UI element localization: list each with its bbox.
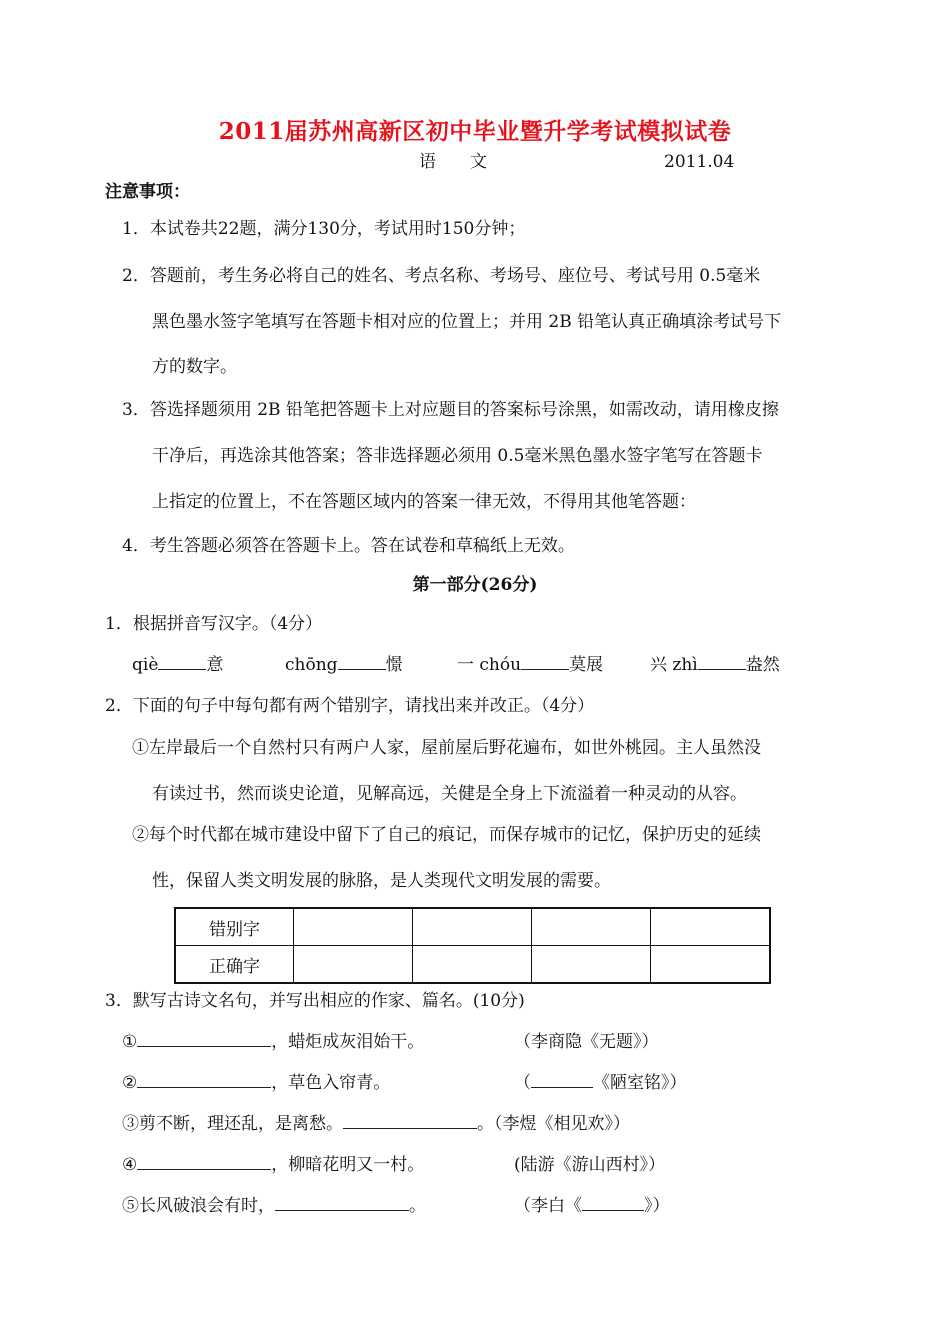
answer-blank[interactable] — [338, 653, 386, 670]
sentence-1-cont: 有读过书，然而谈史论道，见解高远，关健是全身上下流溢着一种灵动的从容。 — [152, 784, 747, 804]
answer-blank[interactable] — [531, 1071, 593, 1088]
answer-blank[interactable] — [137, 1071, 271, 1088]
exam-date: 2011.04 — [664, 152, 735, 172]
correct-char-label: 正确字 — [175, 946, 294, 984]
question-3-stem: 3．默写古诗文名句，并写出相应的作家、篇名。(10分) — [105, 991, 525, 1011]
pinyin-item: 一 chóu 莫展 — [457, 655, 604, 675]
answer-cell[interactable] — [651, 908, 771, 946]
answer-blank[interactable] — [158, 653, 206, 670]
pinyin-item: qiè 意 — [132, 655, 224, 675]
question-2-stem: 2．下面的句子中每句都有两个错别字，请找出来并改正。（4分） — [105, 696, 595, 716]
table-row — [175, 908, 770, 946]
poem-source: （ 《陋室铭》） — [514, 1073, 687, 1093]
subject-label: 语 文 — [419, 152, 487, 172]
sentence-2: ②每个时代都在城市建设中留下了自己的痕记，而保存城市的记忆，保护历史的延续 — [132, 825, 761, 845]
notice-line: 4．考生答题必须答在答题卡上。答在试卷和草稿纸上无效。 — [122, 536, 575, 556]
notice-line: 方的数字。 — [152, 357, 237, 377]
answer-blank[interactable] — [137, 1030, 271, 1047]
answer-blank[interactable] — [275, 1194, 409, 1211]
answer-cell[interactable] — [413, 908, 532, 946]
exam-title: 2011届苏州高新区初中毕业暨升学考试模拟试卷 — [218, 118, 732, 145]
poem-line-1: ① ，蜡炬成灰泪始干。 — [122, 1032, 425, 1052]
notice-line: 干净后，再选涂其他答案；答非选择题必须用 0.5毫米黑色墨水签字笔写在答题卡 — [152, 446, 763, 466]
notice-line: 3．答选择题须用 2B 铅笔把答题卡上对应题目的答案标号涂黑，如需改动，请用橡皮擦 — [122, 400, 779, 420]
notice-line: 1．本试卷共22题，满分130分，考试用时150分钟； — [122, 219, 526, 239]
poem-source: (陆游《游山西村》） — [514, 1155, 666, 1175]
answer-cell[interactable] — [294, 946, 413, 984]
answer-blank[interactable] — [137, 1153, 271, 1170]
answer-blank[interactable] — [698, 653, 746, 670]
wrong-char-label: 错别字 — [175, 908, 294, 946]
answer-blank[interactable] — [521, 653, 569, 670]
notice-line: 上指定的位置上，不在答题区域内的答案一律无效，不得用其他笔答题： — [152, 492, 696, 512]
poem-line-5: ⑤长风破浪会有时， 。 — [122, 1196, 426, 1216]
poem-line-2: ② ，草色入帘青。 — [122, 1073, 391, 1093]
sentence-2-cont: 性，保留人类文明发展的脉胳，是人类现代文明发展的需要。 — [152, 871, 611, 891]
pinyin-item: chōng 憬 — [285, 655, 403, 675]
correction-table — [174, 907, 771, 984]
poem-line-4: ④ ，柳暗花明又一村。 — [122, 1155, 425, 1175]
answer-blank[interactable] — [582, 1194, 644, 1211]
pinyin-item: 兴 zhì 盎然 — [650, 655, 780, 675]
answer-cell[interactable] — [294, 908, 413, 946]
notice-heading: 注意事项： — [105, 182, 190, 202]
answer-cell[interactable] — [651, 946, 771, 984]
answer-cell[interactable] — [532, 946, 651, 984]
sentence-1: ①左岸最后一个自然村只有两户人家，屋前屋后野花遍布，如世外桃园。主人虽然没 — [132, 738, 761, 758]
answer-cell[interactable] — [413, 946, 532, 984]
part-heading: 第一部分(26分) — [412, 575, 538, 595]
question-1-stem: 1．根据拼音写汉字。（4分） — [105, 614, 323, 634]
answer-cell[interactable] — [532, 908, 651, 946]
poem-source: （李白《 》） — [514, 1196, 670, 1216]
poem-line-3: ③剪不断，理还乱，是离愁。 。（李煜《相见欢》） — [122, 1114, 630, 1134]
answer-blank[interactable] — [343, 1112, 477, 1129]
notice-line: 黑色墨水签字笔填写在答题卡相对应的位置上；并用 2B 铅笔认真正确填涂考试号下 — [152, 312, 782, 332]
poem-source: （李商隐《无题》） — [514, 1032, 659, 1052]
notice-line: 2．答题前，考生务必将自己的姓名、考点名称、考场号、座位号、考试号用 0.5毫米 — [122, 266, 761, 286]
table-row — [175, 946, 770, 984]
